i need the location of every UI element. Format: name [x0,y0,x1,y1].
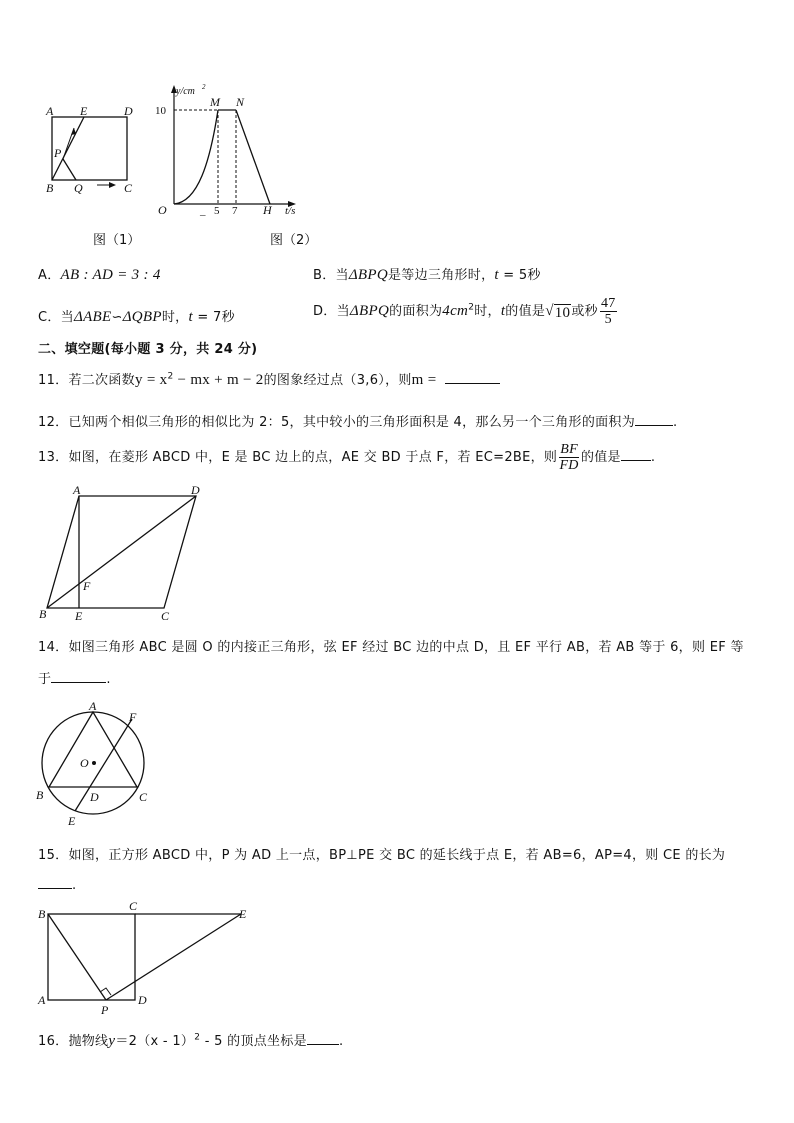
option-d-frac-num: 47 [600,296,616,311]
option-d-sqrt: √ 10 [545,303,571,321]
q16-end: . [338,1034,344,1049]
q14-text: 如图三角形 ABC 是圆 O 的内接正三角形，弦 EF 经过 BC 边的中点 D，且 EF 平行 AB，若 AB 等于 6，则 EF 等 [68,640,744,655]
fig2-x-axis-label: t/s [285,205,296,217]
q11-m: m = [411,372,437,388]
figure-2-caption: 图（2） [270,233,318,248]
option-b-eq: = 5秒 [498,268,541,283]
question-13 [38,442,655,473]
question-14 [38,636,744,655]
figure-1-caption: 图（1） [93,233,141,248]
option-c-eq: = 7秒 [192,310,235,325]
q13-rhombus-figure [35,484,210,624]
fig1-label-c: C [124,181,133,195]
q14-label-d: D [90,790,99,804]
fig1-label-b: B [46,181,54,195]
option-d-area-exp: 2 [468,302,475,313]
q15-answer-blank[interactable] [38,876,72,889]
option-c-prefix: C．当 [38,310,74,325]
option-d-area: 4cm [442,303,469,319]
fig1-label-e: E [80,104,88,118]
q15-label-a: A [38,993,46,1007]
q13-label-d: D [191,484,200,497]
q14-label-b: B [36,788,44,802]
q13-frac-den: FD [559,458,579,473]
q13-fraction [559,442,579,473]
option-b-triangle: ΔBPQ [348,267,388,283]
q11-func: y = x [134,372,168,388]
fig2-tick-5: 5 [214,205,220,217]
q13-label-b: B [39,607,47,621]
fig2-tick-underscore: _ [200,205,206,217]
option-d [313,296,619,327]
q15-text: 如图，正方形 ABCD 中，P 为 AD 上一点，BP⊥PE 交 BC 的延长线于点 E，若 AB=6，AP=4，则 CE 的长为 [68,848,726,863]
q16-text1: 抛物线 [68,1034,109,1049]
q14-label-c: C [139,790,148,804]
option-d-mid3: 的值是 [505,304,546,319]
q13-label-f: F [83,579,91,593]
option-d-mid: 的面积为 [389,304,443,319]
q11-func2: − mx + m − 2 [173,372,264,388]
q11-text2: 的图象经过点（3,6），则 [263,373,412,388]
q15-label-d: D [138,993,147,1007]
q14-answer-blank[interactable] [51,670,106,683]
fig2-tick-7: 7 [232,205,238,217]
q12-text: 已知两个相似三角形的相似比为 2：5，其中较小的三角形面积是 4，那么另一个三角形的面积为 [68,415,636,430]
q14-circle-figure [33,695,158,830]
q11-exp: 2 [167,371,174,382]
option-d-or: 或秒 [571,304,598,319]
figure-1-rectangle [40,100,150,200]
option-c-sim: ∽ [111,310,123,325]
q14-label-o: O [80,756,89,770]
q11-text1: 若二次函数 [68,373,135,388]
q12-answer-blank[interactable] [635,413,673,426]
fig1-label-q: Q [74,181,83,195]
question-15 [38,844,725,863]
fig2-label-h: H [263,203,272,217]
option-b-t: t [494,267,499,283]
q14-text2: 于 [38,672,52,687]
question-12 [38,411,677,430]
q15-num: 15． [38,848,69,863]
option-d-t: t [500,303,506,319]
option-d-fraction [600,296,617,327]
q13-frac-num: BF [560,442,578,457]
q15-square-figure [33,898,263,1018]
question-16 [38,1030,343,1050]
q13-label-c: C [161,609,170,623]
q13-label-a: A [73,484,81,497]
q14-num: 14． [38,640,69,655]
option-b [313,264,541,284]
q15-label-b: B [38,907,46,921]
q14-label-e: E [68,814,76,828]
q15-label-c: C [129,899,138,913]
option-b-mid: 是等边三角形时， [388,268,495,283]
q11-answer-blank[interactable] [445,371,500,384]
option-c-mid: 时， [161,310,189,325]
option-a [38,264,161,284]
option-d-sqrt-radicand: 10 [554,305,571,321]
q16-num: 16． [38,1034,69,1049]
q14-label-f: F [129,710,137,724]
fig1-label-d: D [124,104,133,118]
q15-label-e: E [239,907,247,921]
question-15-cont [38,876,76,893]
q13-label-e: E [75,609,83,623]
question-14-cont [38,668,111,687]
q15-label-p: P [101,1003,109,1017]
q13-end: . [650,450,656,465]
option-c [38,306,235,326]
figure-2-graph [150,82,310,222]
q16-exp: 2 [194,1032,201,1043]
fig2-y-axis-label: y/cm [176,86,195,97]
q12-end: . [673,415,678,430]
fig1-label-p: P [54,146,62,160]
q16-answer-blank[interactable] [307,1032,339,1045]
q16-func: y [108,1033,116,1049]
fig1-label-a: A [46,104,54,118]
q16-text2: ＝2（x - 1） [115,1034,195,1049]
q15-end: . [72,878,77,893]
q13-answer-blank[interactable] [621,448,651,461]
q14-label-a: A [89,699,97,713]
fig2-label-m: M [210,95,220,109]
fig2-y-axis-exp: 2 [202,83,206,91]
option-c-triangle-2: ΔQBP [122,309,162,325]
fig2-tick-10: 10 [155,105,166,117]
option-d-frac-den: 5 [604,312,612,327]
q13-text2: 的值是 [580,450,621,465]
option-a-prefix: A． [38,268,61,283]
question-11 [38,369,500,389]
option-c-t: t [188,309,193,325]
option-d-triangle: ΔBPQ [349,303,390,319]
q13-num: 13． [38,450,69,465]
option-a-math: AB : AD = 3 : 4 [60,267,161,283]
option-c-triangle-1: ΔABE [73,309,112,325]
q13-text: 如图，在菱形 ABCD 中，E 是 BC 边上的点，AE 交 BD 于点 F，若 EC=2BE，则 [68,450,558,465]
option-d-prefix: D．当 [313,304,350,319]
option-b-prefix: B．当 [313,268,349,283]
section-2-title: 二、填空题(每小题 3 分，共 24 分) [38,342,258,357]
option-d-mid2: 时， [474,304,501,319]
q14-end: . [106,672,111,687]
q12-num: 12． [38,415,69,430]
fig2-label-o: O [158,203,167,217]
q11-num: 11． [38,373,69,388]
fig2-label-n: N [236,95,245,109]
q16-text3: - 5 的顶点坐标是 [200,1034,307,1049]
